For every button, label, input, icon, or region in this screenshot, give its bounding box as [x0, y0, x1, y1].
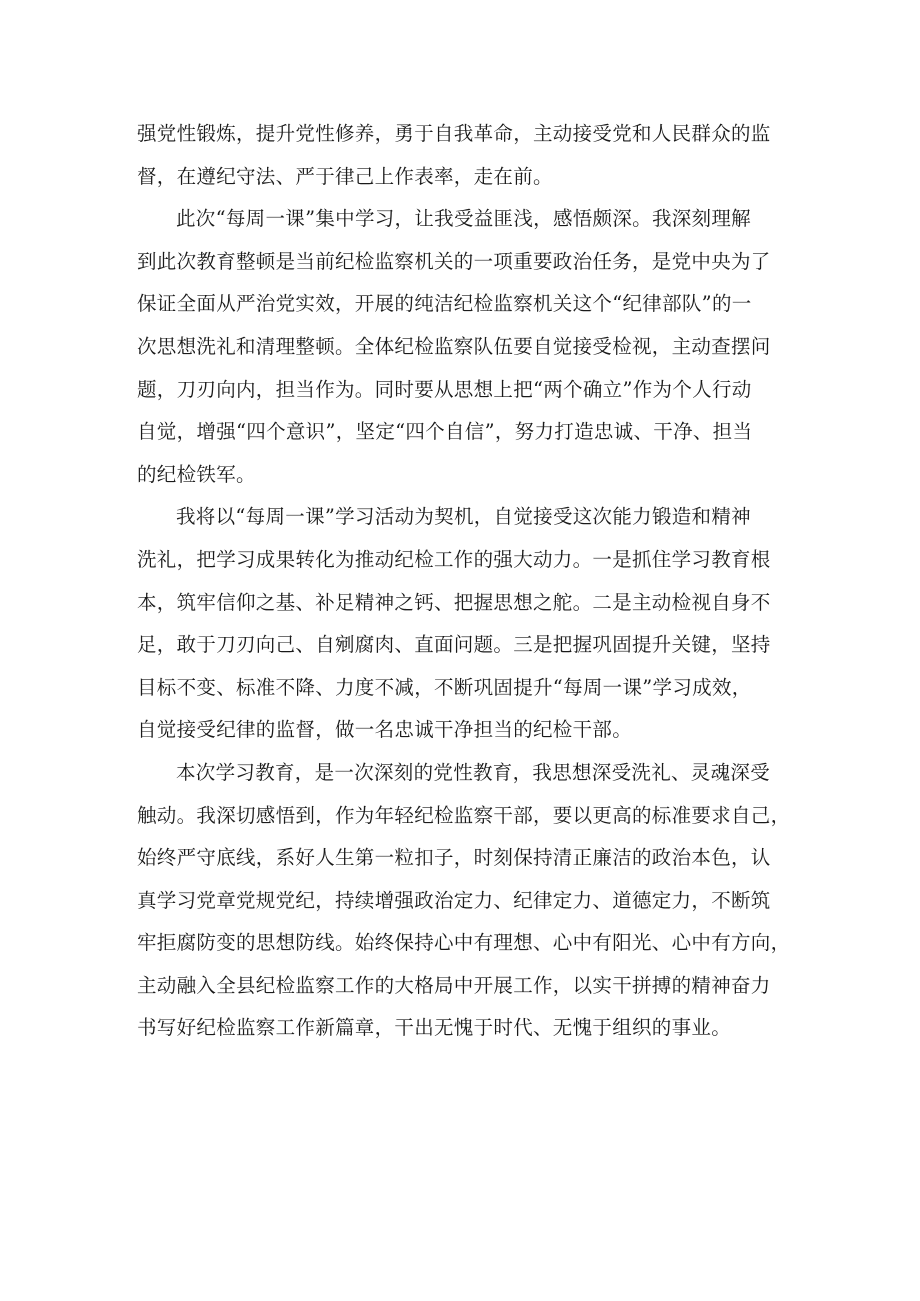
text-line: 自觉接受纪律的监督，做一名忠诚干净担当的纪检干部。 [137, 718, 633, 742]
paragraph-4 [137, 752, 791, 1050]
text-line: 的纪检铁军。 [137, 462, 256, 486]
paragraph-1 [137, 113, 787, 198]
text-line: 始终严守底线，系好人生第一粒扣子，时刻保持清正廉洁的政治本色，认 [137, 846, 771, 870]
text-line: 强党性锻炼，提升党性修养，勇于自我革命，主动接受党和人民群众的监 [137, 122, 771, 145]
text-line: 主动融入全县纪检监察工作的大格局中开展工作，以实干拼搏的精神奋力 [137, 973, 771, 997]
text-line: 书写好纪检监察工作新篇章，干出无愧于时代、无愧于组织的事业。 [137, 1016, 732, 1040]
text-line: 保证全面从严治党实效，开展的纯洁纪检监察机关这个“纪律部队”的一 [137, 292, 752, 316]
text-line: 本次学习教育，是一次深刻的党性教育，我思想深受洗礼、灵魂深受 [176, 760, 771, 784]
text-line: 此次“每周一课”集中学习，让我受益匪浅，感悟颇深。我深刻理解 [176, 207, 751, 231]
paragraph-3 [137, 496, 787, 752]
text-line: 真学习党章党规党纪，持续增强政治定力、纪律定力、道德定力，不断筑 [137, 888, 771, 912]
text-line: 足，敢于刀刃向己、自剜腐肉、直面问题。三是把握巩固提升关键，坚持 [137, 633, 771, 657]
text-line: 到此次教育整顿是当前纪检监察机关的一项重要政治任务，是党中央为了 [137, 249, 771, 273]
text-line: 洗礼，把学习成果转化为推动纪检工作的强大动力。一是抓住学习教育根 [137, 547, 771, 571]
text-line: 触动。我深切感悟到，作为年轻纪检监察干部，要以更高的标准要求自己， [137, 803, 791, 827]
text-line: 次思想洗礼和清理整顿。全体纪检监察队伍要自觉接受检视，主动查摆问 [137, 334, 771, 358]
text-line: 本，筑牢信仰之基、补足精神之钙、把握思想之舵。二是主动检视自身不 [137, 590, 771, 614]
text-line: 牢拒腐防变的思想防线。始终保持心中有理想、心中有阳光、心中有方向， [137, 931, 791, 955]
text-line: 目标不变、标准不降、力度不减，不断巩固提升“每周一课”学习成效， [137, 675, 752, 699]
text-line: 题，刀刃向内，担当作为。同时要从思想上把“两个确立”作为个人行动 [137, 377, 752, 401]
text-line: 督，在遵纪守法、严于律己上作表率，走在前。 [137, 164, 553, 188]
text-line: 自觉，增强“四个意识”，坚定“四个自信”，努力打造忠诚、干净、担当 [137, 420, 753, 444]
text-line: 我将以“每周一课”学习活动为契机，自觉接受这次能力锻造和精神 [176, 505, 751, 529]
document-body [137, 113, 791, 1050]
paragraph-2 [137, 198, 787, 496]
